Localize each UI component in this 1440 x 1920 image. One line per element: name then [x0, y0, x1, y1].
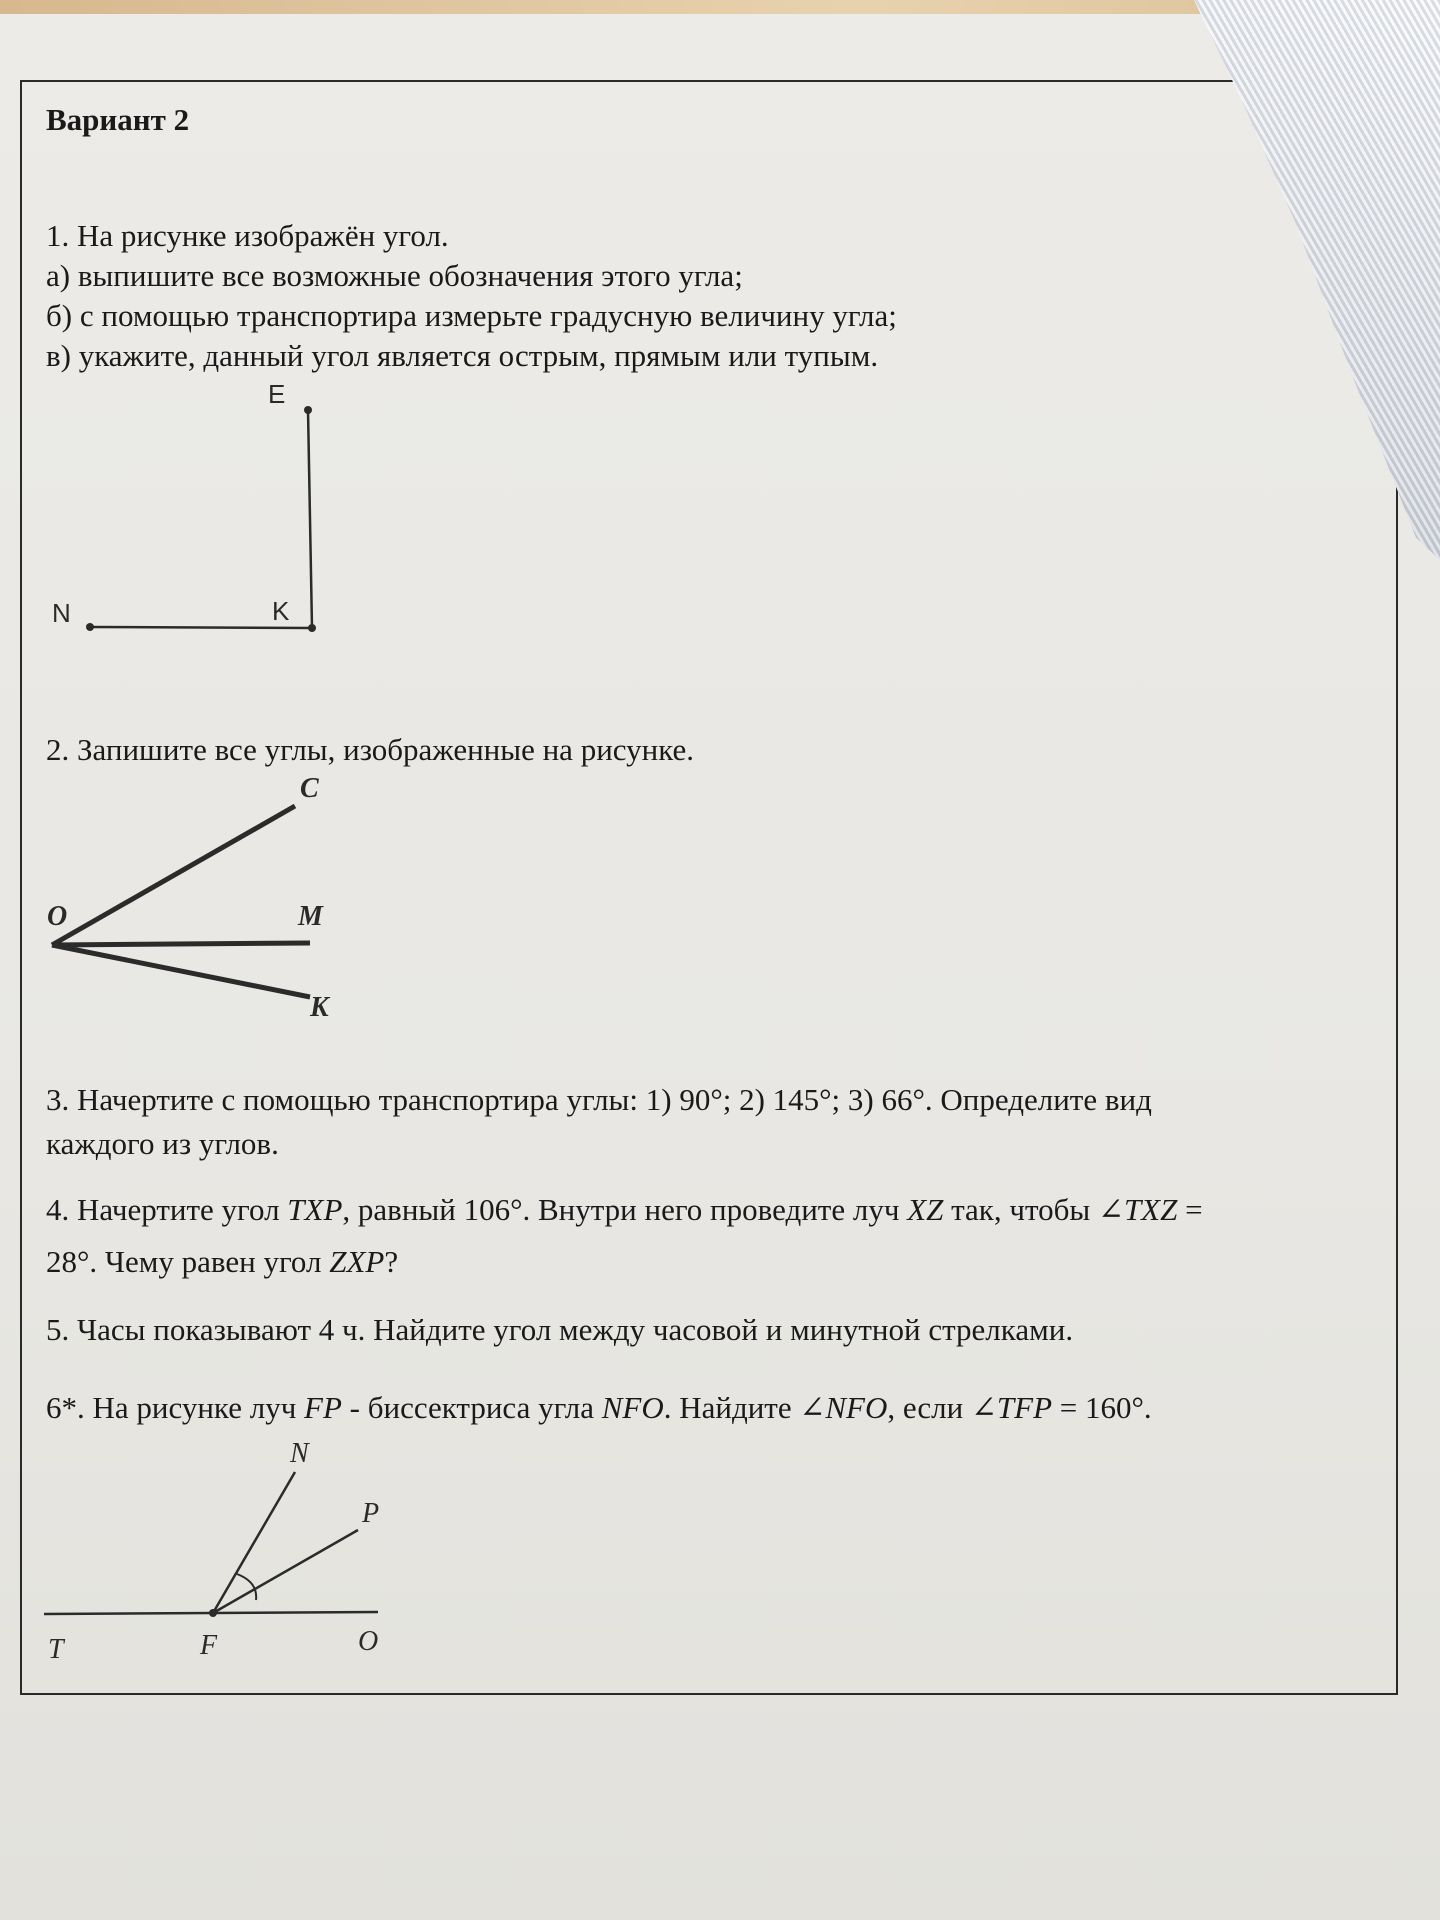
label-o: O [47, 901, 68, 932]
label-n: N [290, 1438, 309, 1469]
task4-line1: 4. Начертите угол TXP, равный 106°. Внутри него проведите луч XZ так, чтобы ∠TXZ = [46, 1192, 1203, 1227]
ray-ke [308, 410, 312, 628]
point-e [304, 406, 312, 414]
label-e: E [268, 379, 286, 409]
label-n: N [52, 598, 71, 628]
label-k: K [272, 596, 290, 626]
ray-oc [52, 806, 295, 945]
task3-line2: каждого из углов. [46, 1126, 279, 1161]
task1-line2: а) выпишите все возможные обозначения этого угла; [46, 258, 743, 293]
ray-fp [213, 1530, 358, 1613]
task3-line1: 3. Начертите с помощью транспортира углы: 1) 90°; 2) 145°; 3) 66°. Определите вид [46, 1082, 1152, 1117]
label-f: F [200, 1630, 218, 1661]
angle-arc [237, 1574, 256, 1600]
label-p: P [362, 1498, 380, 1529]
label-o: O [358, 1626, 379, 1657]
task2-figure [40, 770, 360, 1030]
task6-figure [40, 1432, 400, 1672]
ray-ok [52, 945, 310, 997]
task4-line2: 28°. Чему равен угол ZXP? [46, 1244, 399, 1279]
point-k [308, 624, 316, 632]
task1-figure [40, 370, 340, 640]
task1-line1: 1. На рисунке изображён угол. [46, 218, 449, 253]
task6-text: 6*. На рисунке луч FP - биссектриса угла NFO. Найдите ∠NFO, если ∠TFP = 160°. [46, 1390, 1152, 1425]
label-k: K [310, 992, 329, 1023]
ray-fn [213, 1472, 295, 1613]
ray-om [52, 943, 310, 945]
point-f [209, 1609, 217, 1617]
task2-text: 2. Запишите все углы, изображенные на рисунке. [46, 732, 695, 767]
variant-heading: Вариант 2 [46, 102, 190, 137]
task5-text: 5. Часы показывают 4 ч. Найдите угол между часовой и минутной стрелками. [46, 1312, 1074, 1347]
label-t: T [48, 1634, 64, 1665]
label-c: C [300, 773, 319, 804]
task1-line4: в) укажите, данный угол является острым, прямым или тупым. [46, 338, 879, 373]
ray-kn [90, 627, 312, 628]
point-n [86, 623, 94, 631]
task1-line3: б) с помощью транспортира измерьте градусную величину угла; [46, 298, 897, 333]
label-m: M [298, 901, 323, 932]
